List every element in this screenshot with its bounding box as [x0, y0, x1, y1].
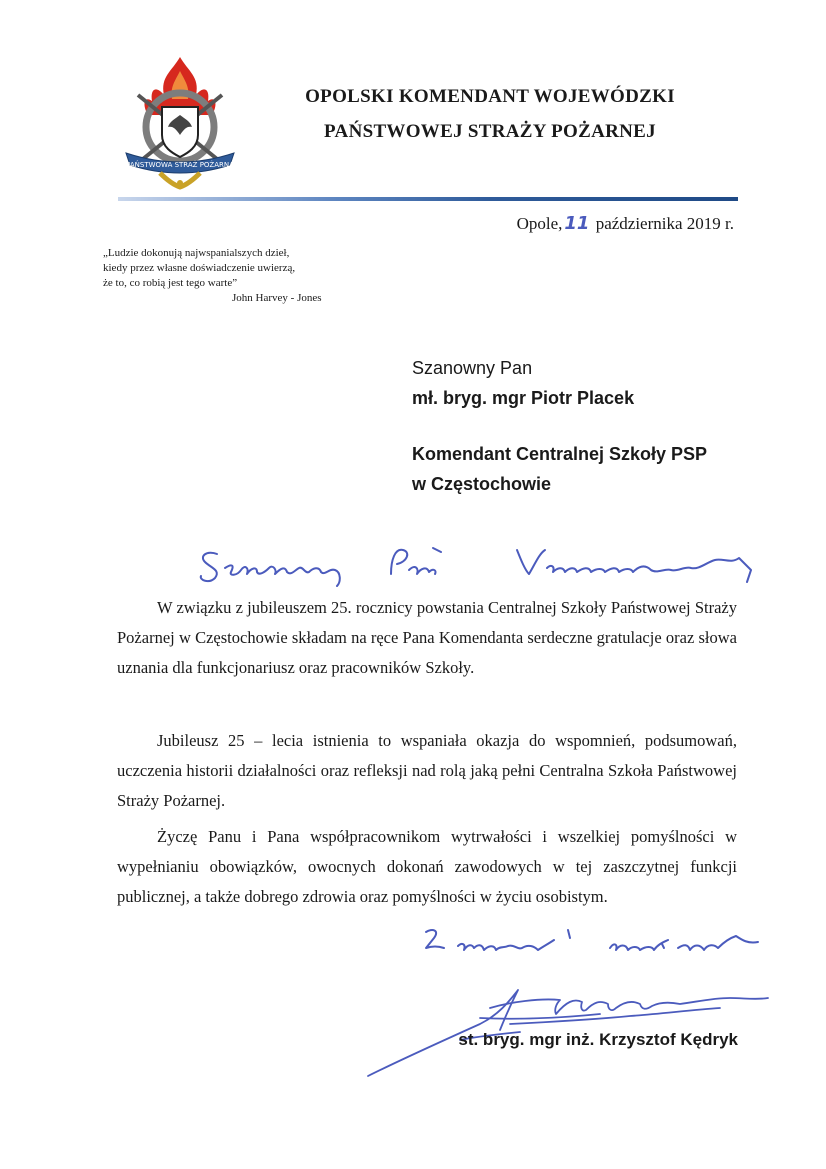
org-name-line-2: PAŃSTWOWEJ STRAŻY POŻARNEJ [324, 121, 656, 142]
motto-line: że to, co robią jest tego warte” [103, 277, 238, 289]
body-paragraph-3: Życzę Panu i Pana współpracownikom wytrwałości i wszelkiej pomyślności w wypełnianiu obowiązków, owocnych dokonań zawodowych w tej zaszczytnej funkcji publicznej, a także dobrego zdrowia oraz pomyślności w życiu osobistym. [117, 827, 737, 906]
org-name-line-1: OPOLSKI KOMENDANT WOJEWÓDZKI [305, 86, 675, 107]
addressee-title-line-1: Komendant Centralnej Szkoły PSP [412, 444, 708, 464]
motto-line: „Ludzie dokonują najwspanialszych dzieł, [103, 247, 290, 259]
body-paragraph-1: W związku z jubileuszem 25. rocznicy powstania Centralnej Szkoły Państwowej Straży Pożarnej w Częstochowie składam na ręce Pana Komendanta serdeczne gratulacje oraz słowa uznania dla funkcjonariusz oraz pracowników Szkoły. [117, 598, 737, 677]
body-paragraph-2: Jubileusz 25 – lecia istnienia to wspaniała okazja do wspomnień, podsumowań, uczczenia historii działalności oraz refleksji nad rolą jaką pełni Centralna Szkoła Państwowej Straży Pożarnej. [117, 731, 737, 810]
date-day-handwritten: 11 [564, 213, 590, 234]
addressee-title-line-2: w Częstochowie [412, 474, 552, 494]
motto-author: John Harvey - Jones [232, 292, 322, 304]
addressee-salutation: Szanowny Pan [412, 358, 533, 378]
svg-text:PAŃSTWOWA STRAŻ POŻARNA: PAŃSTWOWA STRAŻ POŻARNA [126, 161, 234, 169]
addressee-name: mł. bryg. mgr Piotr Placek [412, 388, 635, 408]
handwritten-closing [418, 920, 768, 966]
date-place: Opole, [516, 214, 563, 233]
handwritten-greeting [195, 540, 775, 590]
motto-quote [103, 246, 295, 291]
motto-line: kiedy przez własne doświadczenie uwierzą, [103, 262, 296, 274]
signatory-name: st. bryg. mgr inż. Krzysztof Kędryk [458, 1030, 738, 1049]
date-month-year: października 2019 r. [595, 214, 734, 233]
psp-emblem-logo [120, 55, 240, 190]
place-date [517, 213, 734, 234]
header-divider [118, 196, 738, 202]
